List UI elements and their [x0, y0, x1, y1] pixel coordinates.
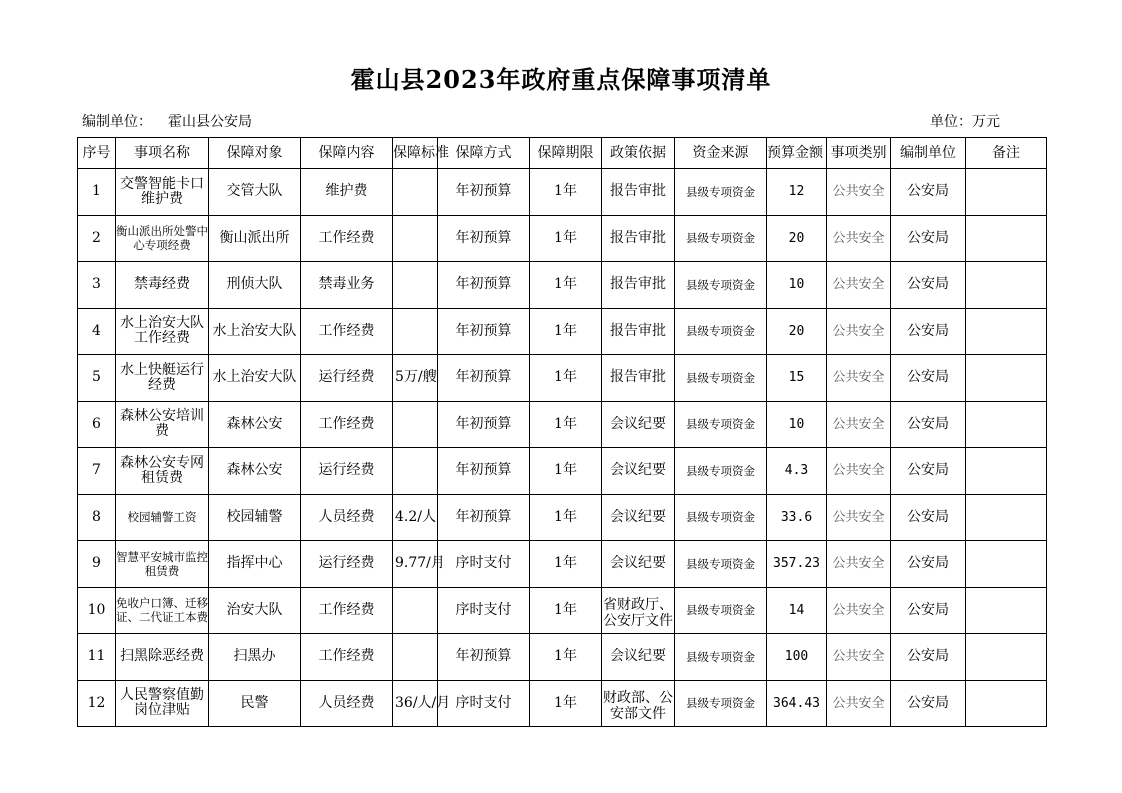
cell-content: 工作经费 [301, 634, 393, 681]
cell-content: 运行经费 [301, 448, 393, 495]
cell-amount: 33.6 [767, 494, 827, 541]
cell-target: 民警 [209, 680, 301, 727]
cell-name: 免收户口簿、迁移证、二代证工本费 [116, 587, 209, 634]
cell-policy: 会议纪要 [602, 634, 675, 681]
cell-target: 森林公安 [209, 448, 301, 495]
cell-note [966, 262, 1047, 309]
cell-policy-text: 省财政厅、公安厅文件 [603, 597, 673, 630]
cell-amount: 14 [767, 587, 827, 634]
cell-source: 县级专项资金 [675, 680, 767, 727]
cell-content: 工作经费 [301, 587, 393, 634]
cell-unit: 公安局 [891, 448, 966, 495]
cell-category: 公共安全 [827, 587, 891, 634]
cell-category: 公共安全 [827, 634, 891, 681]
cell-amount: 12 [767, 169, 827, 216]
cell-policy: 会议纪要 [602, 494, 675, 541]
cell-name: 人民警察值勤岗位津贴 [116, 680, 209, 727]
cell-policy: 报告审批 [602, 215, 675, 262]
col-standard-header: 保障标准 [393, 138, 438, 169]
cell-target: 水上治安大队 [209, 355, 301, 402]
cell-source: 县级专项资金 [675, 308, 767, 355]
cell-policy: 会议纪要 [602, 448, 675, 495]
col-policy-header: 政策依据 [602, 138, 675, 169]
cell-standard [393, 587, 438, 634]
table-row [78, 262, 1047, 309]
cell-period: 1年 [530, 215, 602, 262]
document-title: 霍山县2023年政府重点保障事项清单 [350, 65, 772, 94]
compiling-unit-label: 编制单位： [82, 114, 152, 130]
col-source-header: 资金来源 [675, 138, 767, 169]
cell-method: 序时支付 [438, 587, 530, 634]
cell-period: 1年 [530, 355, 602, 402]
budget-table [77, 137, 1047, 727]
cell-policy-text: 财政部、公安部文件 [603, 690, 673, 723]
cell-name: 交警智能卡口维护费 [116, 169, 209, 216]
cell-note [966, 448, 1047, 495]
cell-category: 公共安全 [827, 541, 891, 588]
cell-name: 衡山派出所处警中心专项经费 [116, 215, 209, 262]
currency-unit: 单位：万元 [930, 114, 1000, 130]
cell-name: 森林公安专网租赁费 [116, 448, 209, 495]
cell-no: 2 [78, 215, 116, 262]
table-row [78, 169, 1047, 216]
col-target-header: 保障对象 [209, 138, 301, 169]
cell-unit: 公安局 [891, 308, 966, 355]
cell-method: 年初预算 [438, 355, 530, 402]
cell-target: 校园辅警 [209, 494, 301, 541]
cell-note [966, 308, 1047, 355]
cell-category: 公共安全 [827, 262, 891, 309]
cell-category: 公共安全 [827, 215, 891, 262]
cell-period: 1年 [530, 587, 602, 634]
cell-period: 1年 [530, 308, 602, 355]
compiling-unit-value: 霍山县公安局 [168, 114, 252, 130]
cell-note [966, 494, 1047, 541]
cell-content: 运行经费 [301, 355, 393, 402]
cell-note [966, 541, 1047, 588]
cell-standard [393, 448, 438, 495]
cell-unit: 公安局 [891, 169, 966, 216]
cell-source: 县级专项资金 [675, 401, 767, 448]
cell-source: 县级专项资金 [675, 541, 767, 588]
cell-target: 水上治安大队 [209, 308, 301, 355]
cell-period: 1年 [530, 494, 602, 541]
cell-name: 智慧平安城市监控租赁费 [116, 541, 209, 588]
cell-category: 公共安全 [827, 448, 891, 495]
col-category-header: 事项类别 [827, 138, 891, 169]
cell-target: 森林公安 [209, 401, 301, 448]
table-row [78, 634, 1047, 681]
cell-target: 指挥中心 [209, 541, 301, 588]
cell-category: 公共安全 [827, 169, 891, 216]
cell-source: 县级专项资金 [675, 169, 767, 216]
cell-standard: 5万/艘 [393, 355, 438, 402]
cell-category: 公共安全 [827, 355, 891, 402]
col-content-header: 保障内容 [301, 138, 393, 169]
cell-target: 刑侦大队 [209, 262, 301, 309]
cell-target: 交管大队 [209, 169, 301, 216]
cell-target: 扫黑办 [209, 634, 301, 681]
cell-content: 工作经费 [301, 308, 393, 355]
table-row [78, 680, 1047, 727]
compiling-unit [82, 111, 252, 131]
cell-period: 1年 [530, 169, 602, 216]
cell-standard: 4.2/人 [393, 494, 438, 541]
cell-no: 3 [78, 262, 116, 309]
cell-source: 县级专项资金 [675, 215, 767, 262]
cell-no: 8 [78, 494, 116, 541]
cell-target: 治安大队 [209, 587, 301, 634]
cell-source: 县级专项资金 [675, 494, 767, 541]
cell-method: 年初预算 [438, 448, 530, 495]
cell-policy [602, 680, 675, 727]
table-row [78, 308, 1047, 355]
cell-standard [393, 262, 438, 309]
cell-unit: 公安局 [891, 680, 966, 727]
cell-policy: 报告审批 [602, 355, 675, 402]
cell-unit: 公安局 [891, 587, 966, 634]
cell-no: 6 [78, 401, 116, 448]
cell-note [966, 680, 1047, 727]
cell-category: 公共安全 [827, 494, 891, 541]
col-method-header: 保障方式 [438, 138, 530, 169]
col-note-header: 备注 [966, 138, 1047, 169]
table-row [78, 401, 1047, 448]
cell-method: 年初预算 [438, 215, 530, 262]
cell-period: 1年 [530, 401, 602, 448]
cell-amount: 20 [767, 308, 827, 355]
cell-standard [393, 634, 438, 681]
col-period-header: 保障期限 [530, 138, 602, 169]
cell-unit: 公安局 [891, 634, 966, 681]
cell-amount: 4.3 [767, 448, 827, 495]
cell-method: 年初预算 [438, 401, 530, 448]
cell-content: 人员经费 [301, 680, 393, 727]
table-row [78, 587, 1047, 634]
cell-source: 县级专项资金 [675, 355, 767, 402]
cell-content: 工作经费 [301, 401, 393, 448]
cell-policy: 报告审批 [602, 262, 675, 309]
cell-note [966, 355, 1047, 402]
cell-standard [393, 215, 438, 262]
cell-no: 5 [78, 355, 116, 402]
table-row [78, 355, 1047, 402]
cell-note [966, 169, 1047, 216]
cell-no: 4 [78, 308, 116, 355]
cell-no: 9 [78, 541, 116, 588]
cell-standard: 36/人/月 [393, 680, 438, 727]
cell-amount: 10 [767, 401, 827, 448]
cell-name: 水上治安大队工作经费 [116, 308, 209, 355]
cell-unit: 公安局 [891, 401, 966, 448]
table-row [78, 448, 1047, 495]
cell-method: 年初预算 [438, 494, 530, 541]
cell-period: 1年 [530, 680, 602, 727]
cell-no: 1 [78, 169, 116, 216]
cell-standard: 9.77/月 [393, 541, 438, 588]
cell-note [966, 587, 1047, 634]
cell-note [966, 634, 1047, 681]
table-row [78, 215, 1047, 262]
cell-period: 1年 [530, 262, 602, 309]
cell-period: 1年 [530, 634, 602, 681]
cell-note [966, 401, 1047, 448]
cell-method: 年初预算 [438, 262, 530, 309]
cell-amount: 10 [767, 262, 827, 309]
col-amount-header: 预算金额 [767, 138, 827, 169]
cell-source: 县级专项资金 [675, 587, 767, 634]
cell-method: 年初预算 [438, 308, 530, 355]
col-name-header: 事项名称 [116, 138, 209, 169]
cell-category: 公共安全 [827, 401, 891, 448]
cell-no: 7 [78, 448, 116, 495]
cell-policy: 会议纪要 [602, 401, 675, 448]
cell-method: 年初预算 [438, 169, 530, 216]
cell-note [966, 215, 1047, 262]
cell-policy: 报告审批 [602, 169, 675, 216]
cell-content: 维护费 [301, 169, 393, 216]
table-row [78, 494, 1047, 541]
cell-unit: 公安局 [891, 494, 966, 541]
cell-content: 人员经费 [301, 494, 393, 541]
table-row [78, 541, 1047, 588]
cell-unit: 公安局 [891, 355, 966, 402]
cell-source: 县级专项资金 [675, 448, 767, 495]
cell-source: 县级专项资金 [675, 634, 767, 681]
cell-period: 1年 [530, 541, 602, 588]
col-no-header: 序号 [78, 138, 116, 169]
cell-content: 禁毒业务 [301, 262, 393, 309]
cell-content: 运行经费 [301, 541, 393, 588]
cell-standard [393, 308, 438, 355]
table-body [78, 169, 1047, 727]
cell-policy: 报告审批 [602, 308, 675, 355]
table-header-row [78, 138, 1047, 169]
cell-standard [393, 401, 438, 448]
col-unit-header: 编制单位 [891, 138, 966, 169]
cell-amount: 364.43 [767, 680, 827, 727]
cell-standard [393, 169, 438, 216]
cell-unit: 公安局 [891, 262, 966, 309]
cell-method: 序时支付 [438, 541, 530, 588]
cell-no: 12 [78, 680, 116, 727]
cell-method: 序时支付 [438, 680, 530, 727]
cell-name: 森林公安培训费 [116, 401, 209, 448]
cell-amount: 20 [767, 215, 827, 262]
cell-content: 工作经费 [301, 215, 393, 262]
cell-unit: 公安局 [891, 215, 966, 262]
cell-method: 年初预算 [438, 634, 530, 681]
cell-amount: 100 [767, 634, 827, 681]
cell-source: 县级专项资金 [675, 262, 767, 309]
cell-name: 禁毒经费 [116, 262, 209, 309]
cell-name: 扫黑除恶经费 [116, 634, 209, 681]
cell-no: 11 [78, 634, 116, 681]
cell-amount: 15 [767, 355, 827, 402]
cell-category: 公共安全 [827, 680, 891, 727]
cell-no: 10 [78, 587, 116, 634]
cell-name: 水上快艇运行经费 [116, 355, 209, 402]
cell-target: 衡山派出所 [209, 215, 301, 262]
cell-amount: 357.23 [767, 541, 827, 588]
cell-unit: 公安局 [891, 541, 966, 588]
cell-category: 公共安全 [827, 308, 891, 355]
cell-policy [602, 587, 675, 634]
cell-policy: 会议纪要 [602, 541, 675, 588]
cell-name: 校园辅警工资 [116, 494, 209, 541]
cell-period: 1年 [530, 448, 602, 495]
